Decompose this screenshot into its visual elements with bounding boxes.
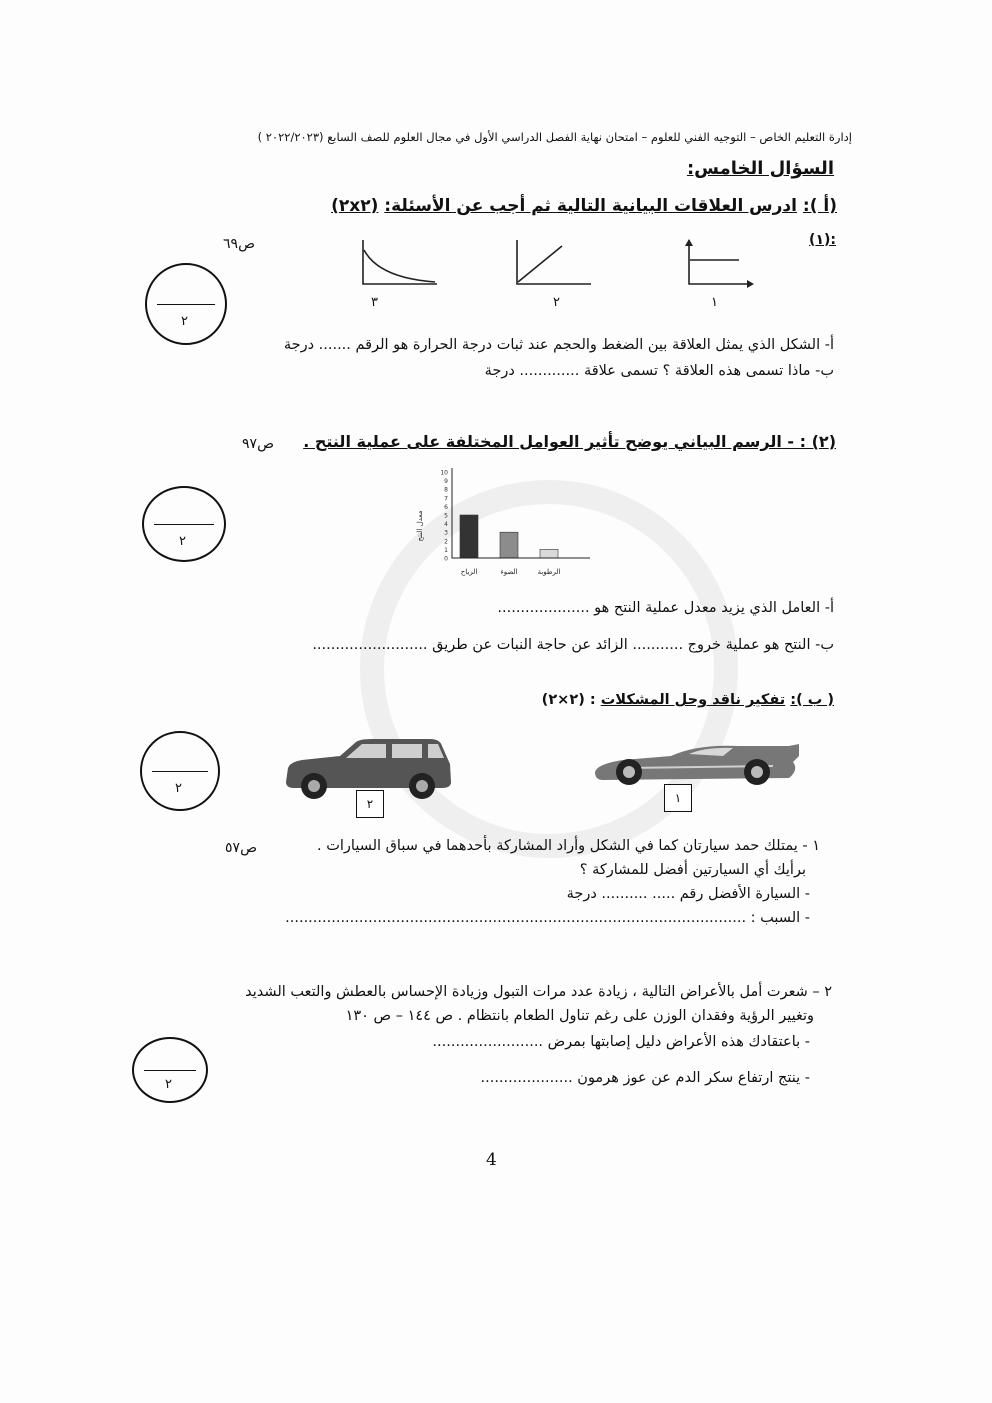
part-a-label: (أ ): — [802, 196, 837, 216]
page-number: 4 — [486, 1150, 497, 1170]
score-line — [154, 524, 214, 525]
q2-heading — [303, 432, 836, 451]
score-circle-pb1 — [140, 731, 220, 811]
part-b-heading — [542, 692, 834, 708]
q1-line-a: أ- الشكل الذي يمثل العلاقة بين الضغط والحجم عند ثبات درجة الحرارة هو الرقم ....... درجة — [283, 337, 834, 353]
part-a-marks: (٢x٢) — [331, 196, 379, 216]
chart-y-tick: 5 — [444, 512, 448, 520]
score-circle-pb2 — [132, 1037, 208, 1103]
q2-page-ref: ص٩٧ — [242, 436, 274, 452]
pb-q2-line1: ٢ – شعرت أمل بالأعراض التالية ، زيادة عدد مرات التبول وزيادة الإحساس بالعطش والتعب الشديد — [245, 984, 832, 1000]
score-line — [157, 304, 215, 305]
chart-bar-3 — [540, 549, 558, 558]
graph-2 — [517, 240, 591, 284]
score-line — [144, 1070, 196, 1071]
score-value: ٢ — [175, 781, 182, 796]
score-circle-q1 — [145, 263, 227, 345]
graph-3 — [363, 240, 437, 284]
page-header: إدارة التعليم الخاص – التوجيه الفني للعلوم – امتحان نهاية الفصل الدراسي الأول في مجال العلوم للصف السابع (٢٠٢٢/٢٠٢٣ ) — [257, 130, 852, 144]
car-number-box-1: ١ — [664, 784, 692, 812]
graph-number-1: ١ — [711, 295, 718, 310]
score-circle-q2 — [142, 486, 226, 562]
chart-y-tick: 7 — [444, 495, 448, 503]
q2-label: (٢) : - — [787, 432, 836, 451]
race-car-image — [593, 742, 803, 794]
chart-y-tick: 6 — [444, 503, 448, 511]
chart-x-label: الرطوبة — [537, 568, 561, 576]
chart-x-labels — [461, 568, 561, 576]
q2-line-b: ب- النتح هو عملية خروج ........... الزائد عن حاجة النبات عن طريق ......................... — [312, 637, 834, 653]
pb-q1-line4: - السبب : .................................................................................................... — [285, 910, 810, 926]
question-title: السؤال الخامس: — [686, 158, 834, 179]
q1-line-b: ب- ماذا تسمى هذه العلاقة ؟ تسمى علاقة ............. درجة — [484, 363, 834, 379]
q2-line-a: أ- العامل الذي يزيد معدل عملية النتح هو .................... — [497, 600, 834, 616]
q1-page-ref: ص٦٩ — [223, 236, 255, 252]
chart-y-ticks — [440, 470, 448, 563]
score-value: ٢ — [181, 314, 188, 329]
pb-q1-line3: - السيارة الأفضل رقم ..... .......... درجة — [566, 886, 810, 902]
q2-title: الرسم البياني يوضح تأثير العوامل المختلفة على عملية النتح . — [303, 432, 782, 451]
part-b-marks: : (٢×٢) — [541, 692, 596, 708]
chart-y-tick: 3 — [444, 529, 448, 537]
chart-x-label: الضوء — [500, 568, 518, 576]
chart-bar-2 — [500, 532, 518, 558]
chart-y-tick: 9 — [444, 478, 448, 486]
part-a-heading — [331, 196, 837, 216]
chart-bar-1 — [460, 515, 478, 558]
car-number-box-2: ٢ — [356, 790, 384, 818]
pb-q1-line2: برأيك أي السيارتين أفضل للمشاركة ؟ — [579, 862, 806, 878]
pb-q2-line2: وتغيير الرؤية وفقدان الوزن على رغم تناول الطعام بانتظام . ص ١٤٤ – ص ١٣٠ — [345, 1008, 814, 1024]
chart-y-tick: 10 — [440, 469, 448, 477]
part-b-title: تفكير ناقد وحل المشكلات — [600, 692, 786, 708]
pb-q1-page-ref: ص٥٧ — [225, 840, 257, 856]
graph-number-2: ٢ — [553, 295, 560, 310]
part-b-label: ( ب ): — [790, 692, 834, 708]
chart-y-tick: 8 — [444, 486, 448, 494]
chart-ylabel: معدل النتح — [416, 510, 424, 542]
relationship-graphs — [355, 238, 765, 290]
transpiration-chart — [410, 466, 600, 584]
chart-y-tick: 0 — [444, 555, 448, 563]
chart-x-label: الرياح — [460, 568, 478, 576]
q1-label: :(١) — [809, 232, 836, 248]
pb-q2-line4: - ينتج ارتفاع سكر الدم عن عوز هرمون .................... — [480, 1070, 810, 1086]
chart-y-tick: 1 — [444, 546, 448, 554]
score-value: ٢ — [165, 1077, 172, 1092]
graph-1 — [685, 239, 754, 288]
score-value: ٢ — [179, 534, 186, 549]
pb-q2-line3: - باعتقادك هذه الأعراض دليل إصابتها بمرض ........................ — [432, 1034, 810, 1050]
part-a-instruction: ادرس العلاقات البيانية التالية ثم أجب عن الأسئلة: — [384, 196, 797, 216]
chart-bars — [460, 515, 558, 558]
chart-y-tick: 4 — [444, 521, 448, 529]
chart-y-tick: 2 — [444, 538, 448, 546]
graph-number-3: ٣ — [371, 295, 378, 310]
score-line — [152, 771, 208, 772]
pb-q1-line1: ١ - يمتلك حمد سيارتان كما في الشكل وأراد المشاركة بأحدهما في سباق السيارات . — [317, 838, 820, 854]
